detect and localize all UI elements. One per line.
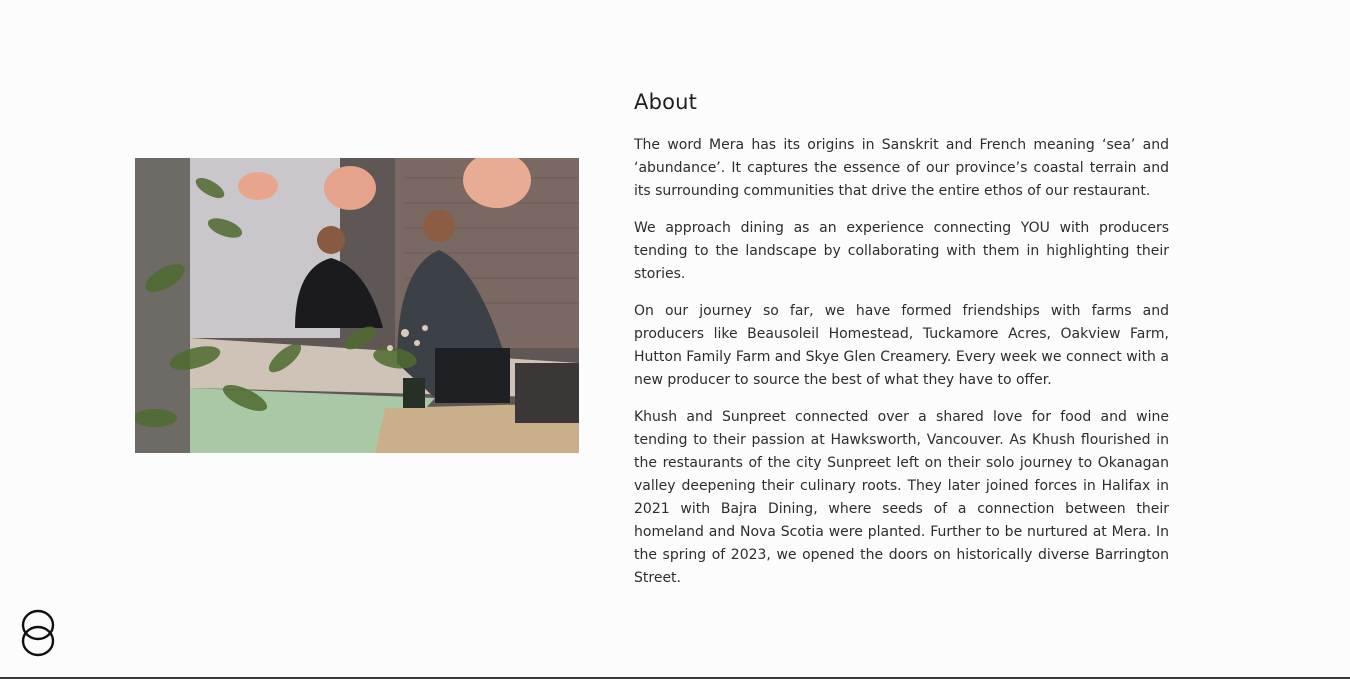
kitchen-photo-illustration (135, 158, 579, 453)
about-heading: About (634, 90, 698, 114)
about-section (634, 90, 1169, 604)
mera-logo-icon[interactable] (20, 608, 56, 660)
about-paragraph: On our journey so far, we have formed friendships with farms and producers like Beausoleil Homestead, Tuckamore Acres, Oakview Farm, Hutton Family Farm and Skye Glen Creamery. Every week we connect with a new producer to source the best of what they have to offer. (634, 303, 1169, 388)
about-paragraph: The word Mera has its origins in Sanskrit and French meaning ‘sea’ and ‘abundance’. It captures the essence of our province’s coastal terrain and its surrounding communities that drive the entire ethos of our restaurant. (634, 137, 1169, 199)
about-paragraph: We approach dining as an experience connecting YOU with producers tending to the landscape by collaborating with them in highlighting their stories. (634, 220, 1169, 282)
about-paragraph: Khush and Sunpreet connected over a shared love for food and wine tending to their passion at Hawksworth, Vancouver. As Khush flourished in the restaurants of the city Sunpreet left on their solo journey to Okanagan valley deepening their culinary roots. They later joined forces in Halifax in 2021 with Bajra Dining, where seeds of a connection between their homeland and Nova Scotia were planted. Further to be nurtured at Mera. In the spring of 2023, we opened the doors on historically diverse Barrington Street. (634, 409, 1169, 586)
kitchen-photo (135, 158, 579, 453)
